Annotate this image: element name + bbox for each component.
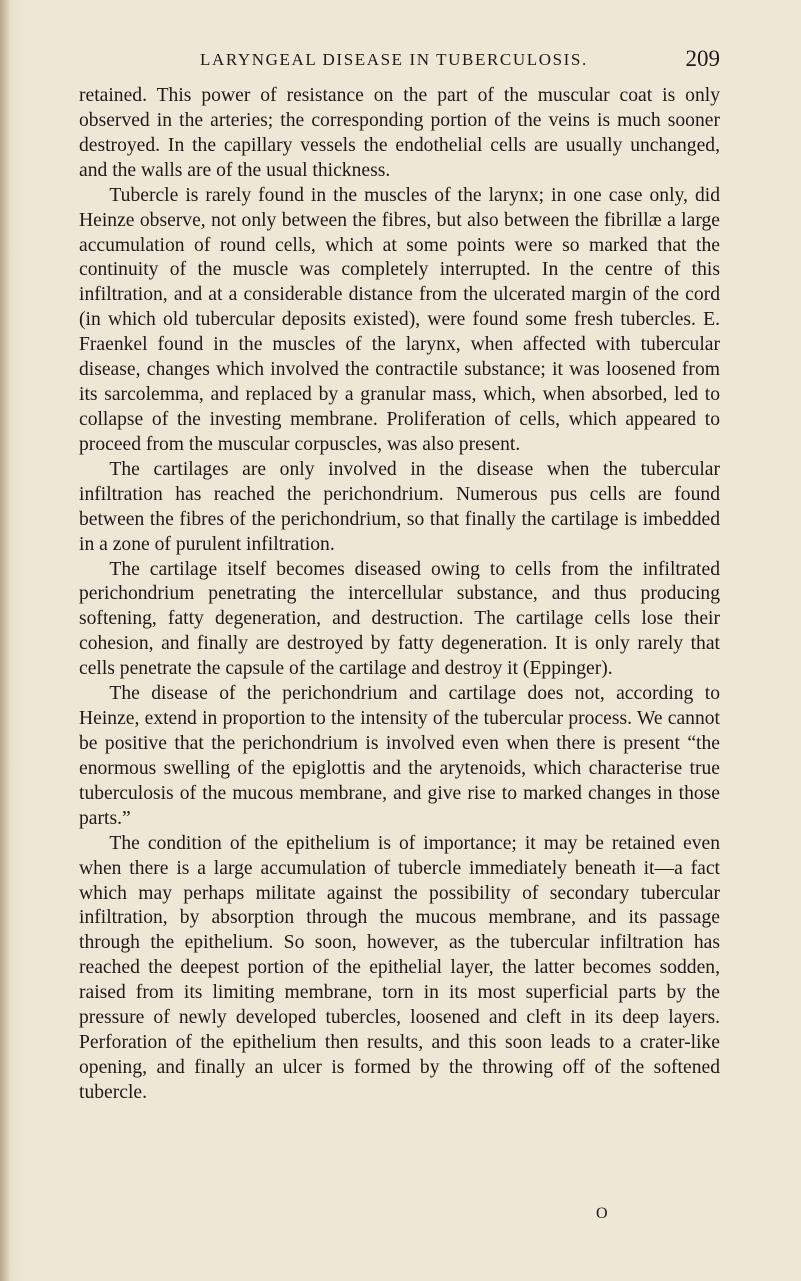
paragraph-cartilage-disease: The cartilage itself becomes diseased owing to cells from the infiltrated perichondrium penetrating the intercellular substance, and thus producing softening, fatty degeneration, and destruction. The cartilage cells lose their cohesion, and finally are destroyed by fatty degeneration. It is only rarely that cells penetrate the capsule of the cartilage and destroy it (Eppinger).: [79, 558, 720, 680]
paragraph-perichondrium: The disease of the perichondrium and cartilage does not, according to Heinze, extend in proportion to the intensity of the tubercular process. We cannot be positive that the perichondrium is involved even when there is present “the enormous swelling of the epiglottis and the arytenoids, which characterise true tuberculosis of the mucous membrane, and give rise to marked changes in those parts.”: [79, 683, 720, 829]
body-text: [79, 84, 720, 1106]
running-head: [200, 46, 720, 76]
paragraph-epithelium: The condition of the epithelium is of importance; it may be retained even when there is a large accumulation of tubercle immediately beneath it—a fact which may perhaps militate against the possibility of secondary tubercular infiltration, by absorption through the mucous membrane, and its passage through the epithelium. So soon, however, as the tubercular infiltration has reached the deepest portion of the epithelial layer, the latter becomes sodden, raised from its limiting membrane, torn in its most superficial parts by the pressure of newly developed tubercles, loosened and cleft in its deep layers. Perforation of the epithelium then results, and this soon leads to a crater-like opening, and finally an ulcer is formed by the throwing off of the softened tubercle.: [79, 832, 720, 1103]
page-number: 209: [685, 46, 720, 71]
running-title: LARYNGEAL DISEASE IN TUBERCULOSIS.: [200, 50, 588, 69]
paragraph-arterial-coat: retained. This power of resistance on the part of the muscular coat is only observed in the arteries; the corresponding portion of the veins is much sooner destroyed. In the capillary vessels the endothelial cells are usually unchanged, and the walls are of the usual thickness.: [79, 85, 720, 181]
paragraph-muscles: Tubercle is rarely found in the muscles of the larynx; in one case only, did Heinze observe, not only between the fibres, but also between the fibrillæ a large accumulation of round cells, which at some points were so marked that the continuity of the muscle was completely interrupted. In the centre of this infiltration, and at a considerable distance from the ulcerated margin of the cord (in which old tubercular deposits existed), were found some fresh tubercles. E. Fraenkel found in the muscles of the larynx, when affected with tubercular disease, changes which involved the contractile substance; it was loosened from its sarcolemma, and replaced by a granular mass, which, when absorbed, led to collapse of the investing membrane. Proliferation of cells, which appeared to proceed from the muscular corpuscles, was also present.: [79, 184, 720, 455]
spine-shadow: [0, 0, 10, 1281]
paragraph-cartilages: The cartilages are only involved in the disease when the tubercular infiltration has reached the perichondrium. Numerous pus cells are found between the fibres of the perichondrium, so that finally the cartilage is imbedded in a zone of purulent infiltration.: [79, 458, 720, 555]
signature-mark: O: [596, 1205, 608, 1222]
